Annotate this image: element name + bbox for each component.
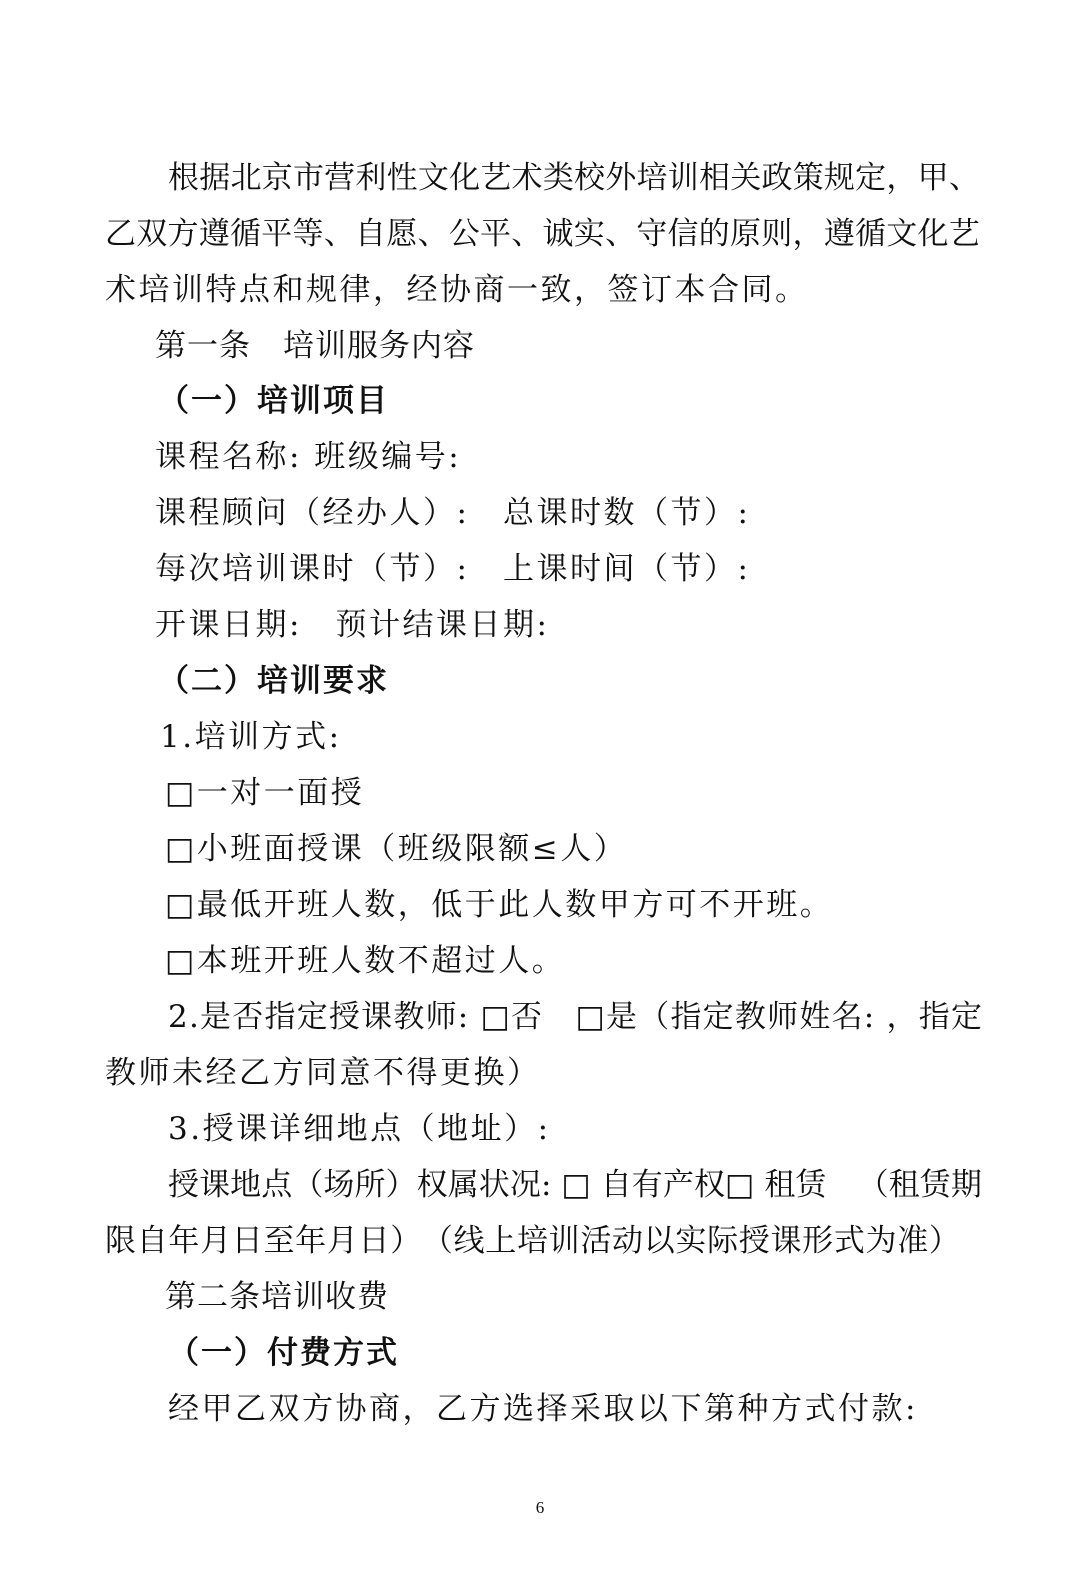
checkbox-option: □小班面授课（班级限额≤人） xyxy=(165,831,628,867)
checkbox-option: □本班开班人数不超过人。 xyxy=(165,943,566,979)
field-line: 每次培训课时（节）: 上课时间（节）: xyxy=(155,551,751,587)
section-heading: （一）付费方式 xyxy=(168,1335,399,1371)
section-heading: （一）培训项目 xyxy=(158,383,389,419)
article-heading: 第二条培训收费 xyxy=(165,1279,389,1315)
checkbox-option: □一对一面授 xyxy=(165,775,365,811)
section-heading: （二）培训要求 xyxy=(158,663,389,699)
body-line: 术培训特点和规律，经协商一致，签订本合同。 xyxy=(105,272,809,308)
body-line: 经甲乙双方协商，乙方选择采取以下第种方式付款: xyxy=(168,1391,918,1427)
item-line: 3.授课详细地点（地址）: xyxy=(168,1111,551,1147)
field-line: 开课日期: 预计结课日期: xyxy=(155,607,550,643)
item-line: 限 自 年 月 日 至 年 月 日 ） （ 线 上 培 训 活 动 以 实 际 授 课 形 式 为 准 ） xyxy=(105,1223,960,1259)
item-line: 2 . 是 否 指 定 授 课 教 师 : □ 否 □ 是 （ 指 定 教 师 姓 名 : ， 指 定 xyxy=(168,999,982,1035)
item-line: 1.培训方式: xyxy=(160,719,342,755)
item-line: 授 课 地 点 （ 场 所 ） 权 属 状 况 : □ 自 有 产 权 □ 租 赁 （ 租 赁 期 xyxy=(168,1167,982,1203)
article-heading: 第一条 培训服务内容 xyxy=(155,328,475,364)
body-line: 根 据 北 京 市 营 利 性 文 化 艺 术 类 校 外 培 训 相 关 政 策 规 定 ， 甲 、 xyxy=(168,160,980,196)
field-line: 课程顾问（经办人）: 总课时数（节）: xyxy=(155,495,751,531)
checkbox-option: □最低开班人数，低于此人数甲方可不开班。 xyxy=(165,887,834,923)
body-line: 乙 双 方 遵 循 平 等 、 自 愿 、 公 平 、 诚 实 、 守 信 的 原 则 ， 遵 循 文 化 艺 xyxy=(105,216,980,252)
page-number: 6 xyxy=(535,1498,545,1517)
field-line: 课程名称: 班级编号: xyxy=(155,439,462,475)
item-line: 教师未经乙方同意不得更换） xyxy=(105,1055,541,1091)
